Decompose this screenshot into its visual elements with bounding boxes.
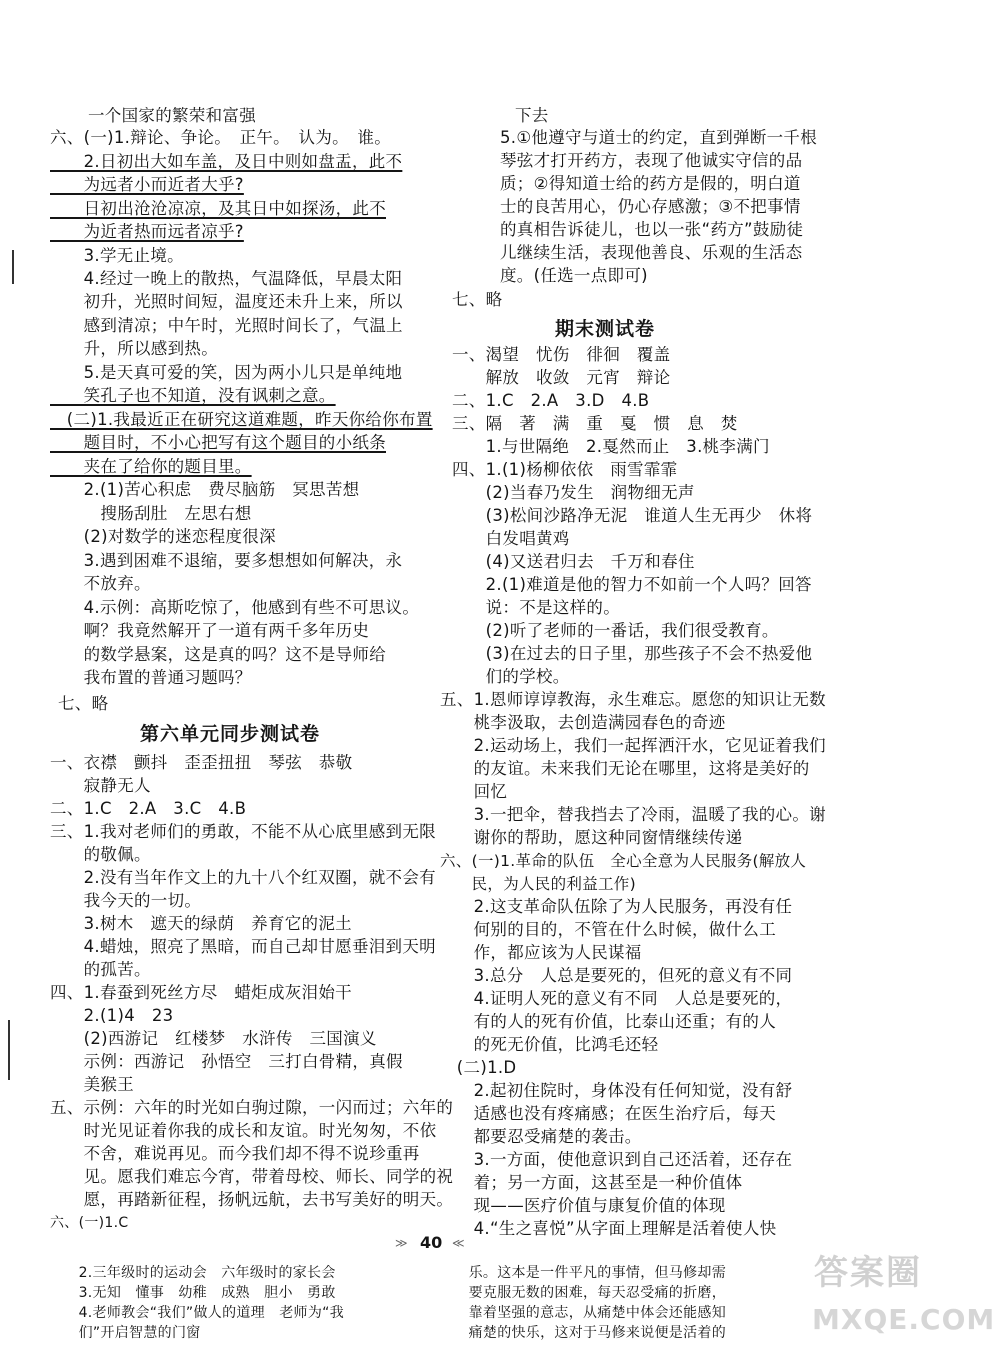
answer-line: 说：不是这样的。 <box>452 598 620 617</box>
answer-line: 着；另一方面，这甚至是一种价值体 <box>440 1173 743 1192</box>
answer-line: (2)当春乃发生 润物细无声 <box>452 483 695 502</box>
answer-line: 2.没有当年作文上的九十八个红双圈，就不会有 <box>50 868 436 887</box>
answer-line: 的数学悬案，这是真的吗？这不是导师给 <box>50 645 386 664</box>
answer-line: 4.蜡烛，照亮了黑暗，而自己却甘愿垂泪到天明 <box>50 937 436 956</box>
answer-line: 七、略 <box>452 290 503 309</box>
answer-line: 示例：西游记 孙悟空 三打白骨精，真假 <box>50 1052 403 1071</box>
answer-line: 一、衣襟 颤抖 歪歪扭扭 琴弦 恭敬 <box>50 753 353 772</box>
answer-line: 5.①他遵守与道士的约定，直到弹断一千根 <box>500 128 818 147</box>
watermark-logo <box>808 1237 996 1347</box>
answer-line: 六、(一)1.革命的队伍 全心全意为人民服务(解放人 <box>440 852 807 870</box>
answer-line: 感到清凉；中午时，光照时间长了，气温上 <box>50 316 403 335</box>
answer-line: 为远者小而近者大乎? <box>50 175 244 194</box>
answer-line: (二)1.D <box>440 1058 517 1077</box>
answer-line: 2.(1)4 23 <box>50 1006 174 1025</box>
answer-line: (2)西游记 红楼梦 水浒传 三国演义 <box>50 1029 377 1048</box>
answer-line: 2.运动场上，我们一起挥洒汗水，它见证着我们 <box>440 736 826 755</box>
answer-line: 三、隔 著 满 重 戛 惯 息 焚 <box>452 414 738 433</box>
answer-line: 六、(一)1.C <box>50 1215 129 1231</box>
answer-line: (3)松间沙路净无泥 谁道人生无再少 休将 <box>452 506 813 525</box>
answer-line: 笑孔子也不知道，没有讽刺之意。 <box>50 386 336 405</box>
answer-line: 2.(1)苦心积虑 费尽脑筋 冥思苦想 <box>50 480 360 499</box>
answer-line: 儿继续生活，表现他善良、乐观的生活态 <box>500 243 803 262</box>
answer-line: 我布置的普通习题吗？ <box>50 668 252 687</box>
answer-line: 的敬佩。 <box>50 845 151 864</box>
answer-line: 夹在了给你的题目里。 <box>50 457 252 476</box>
answer-line: 1.与世隔绝 2.戛然而止 3.桃李满门 <box>452 437 770 456</box>
answer-line: 2.三年级时的运动会 六年级时的家长会 <box>50 1265 336 1281</box>
answer-line: 靠着坚强的意志，从痛楚中体会还能感知 <box>440 1305 726 1321</box>
answer-line: 四、1.(1)杨柳依依 雨雪霏霏 <box>452 460 678 479</box>
answer-line: 的友谊。未来我们无论在哪里，这将是美好的 <box>440 759 810 778</box>
answer-line: 的死无价值，比鸿毛还轻 <box>440 1035 659 1054</box>
answer-line: 3.无知 懂事 幼稚 成熟 胆小 勇敢 <box>50 1285 336 1301</box>
answer-line: 3.遇到困难不退缩，要多想想如何解决，永 <box>50 551 403 570</box>
answer-line: 适感也没有疼痛感；在医生治疗后，每天 <box>440 1104 776 1123</box>
binding-mark <box>12 250 14 284</box>
section-title: 第六单元同步测试卷 <box>140 723 321 745</box>
answer-line: 3.一方面，使他意识到自己还活着，还存在 <box>440 1150 793 1169</box>
answer-line: (2)对数学的迷恋程度很深 <box>50 527 276 546</box>
answer-line: 二、1.C 2.A 3.C 4.B <box>50 799 247 818</box>
answer-line: 4.示例：高斯吃惊了，他感到有些不可思议。 <box>50 598 420 617</box>
answer-line: 乐。这本是一件平凡的事情，但马修却需 <box>440 1265 726 1281</box>
answer-line: 五、1.恩师谆谆教海，永生难忘。愿您的知识让无数 <box>440 690 826 709</box>
answer-line: 回忆 <box>440 782 508 801</box>
answer-line: 5.是天真可爱的笑，因为两小儿只是单纯地 <box>50 363 403 382</box>
watermark-url: MXQE.COM <box>812 1303 996 1336</box>
answer-line: 啊？我竟然解开了一道有两千多年历史 <box>50 621 370 640</box>
answer-line: 我今天的一切。 <box>50 891 202 910</box>
answer-line: 三、1.我对老师们的勇敢，不能不从心底里感到无限 <box>50 822 436 841</box>
answer-line: 不放弃。 <box>50 574 151 593</box>
answer-line: 一个国家的繁荣和富强 <box>88 106 256 125</box>
answer-line: 四、1.春蚕到死丝方尽 蜡炬成灰泪始干 <box>50 983 352 1002</box>
answer-line: 2.起初住院时，身体没有任何知觉，没有舒 <box>440 1081 793 1100</box>
answer-line: 3.一把伞，替我挡去了冷雨，温暖了我的心。谢 <box>440 805 826 824</box>
answer-line: 谢你的帮助，愿这种同窗情继续传递 <box>440 828 743 847</box>
answer-line: 都要忍受痛楚的袭击。 <box>440 1127 642 1146</box>
binding-mark <box>8 1020 10 1080</box>
answer-line: 一、渴望 忧伤 徘徊 覆盖 <box>452 345 671 364</box>
answer-line: 现——医疗价值与康复价值的体现 <box>440 1196 726 1215</box>
answer-line: 桃李汲取，去创造满园春色的奇迹 <box>440 713 726 732</box>
answer-line: (4)又送君归去 千万和春住 <box>452 552 695 571</box>
answer-line: 2.(1)难道是他的智力不如前一个人吗？回答 <box>452 575 812 594</box>
answer-line: 有的人的死有价值，比泰山还重；有的人 <box>440 1012 776 1031</box>
answer-line: 士的良苦用心，仍心存感激；③不把事情 <box>500 197 801 216</box>
answer-line: 3.学无止境。 <box>50 246 184 265</box>
answer-line: 度。(任选一点即可) <box>500 266 648 285</box>
answer-line: (3)在过去的日子里，那些孩子不会不热爱他 <box>452 644 813 663</box>
answer-line: 4.老师教会“我们”做人的道理 老师为“我 <box>50 1305 345 1321</box>
answer-line: 何别的目的，不管在什么时候，做什么工 <box>440 920 776 939</box>
answer-line: 升，所以感到热。 <box>50 339 218 358</box>
answer-line: 为近者热而远者凉乎? <box>50 222 244 241</box>
answer-line: 白发唱黄鸡 <box>452 529 570 548</box>
answer-line: 质；②得知道士给的药方是假的，明白道 <box>500 174 801 193</box>
answer-line: 见。愿我们难忘今宵，带着母校、师长、同学的祝 <box>50 1167 454 1186</box>
answer-line: 解放 收敛 元宵 辩论 <box>452 368 671 387</box>
page-number: 40 <box>420 1233 443 1252</box>
answer-line: 五、示例：六年的时光如白驹过隙，一闪而过；六年的 <box>50 1098 454 1117</box>
answer-line: 琴弦才打开药方，表现了他诚实守信的品 <box>500 151 803 170</box>
page-number-left-ornament: ≫ <box>395 1236 408 1250</box>
answer-line: 2.这支革命队伍除了为人民服务，再没有任 <box>440 897 793 916</box>
answer-line: 的孤苦。 <box>50 960 151 979</box>
answer-line: 不舍，难说再见。而今我们却不得不说珍重再 <box>50 1144 420 1163</box>
answer-line: 4.“生之喜悦”从字面上理解是活着使人快 <box>440 1219 777 1238</box>
answer-line: 们的学校。 <box>452 667 570 686</box>
answer-line: 的真相告诉徒儿，也以一张“药方”鼓励徒 <box>500 220 804 239</box>
answer-line: 寂静无人 <box>50 776 151 795</box>
answer-line: 痛楚的快乐，这对于马修来说便是活着的 <box>440 1325 726 1341</box>
answer-line: 时光见证着你我的成长和友谊。时光匆匆，不依 <box>50 1121 437 1140</box>
answer-line: 六、(一)1.辩论、争论。 正午。 认为。 谁。 <box>50 128 392 147</box>
answer-line: (2)听了老师的一番话，我们很受教育。 <box>452 621 779 640</box>
answer-line: 4.证明人死的意义有不同 人总是要死的， <box>440 989 793 1008</box>
answer-line: 题目时，不小心把写有这个题目的小纸条 <box>50 433 386 452</box>
answer-line: 愿，再踏新征程，扬帆远航，去书写美好的明天。 <box>50 1190 454 1209</box>
watermark-title: 答案圈 <box>814 1253 922 1293</box>
answer-line: 初升，光照时间短，温度还未升上来，所以 <box>50 292 403 311</box>
answer-line: 4.经过一晚上的散热，气温降低，早晨太阳 <box>50 269 403 288</box>
answer-line: 2.日初出大如车盖，及日中则如盘盂，此不 <box>50 152 403 171</box>
answer-line: 民，为人民的利益工作) <box>440 875 636 893</box>
page-number-right-ornament: ≪ <box>452 1236 465 1250</box>
answer-line: 日初出沧沧凉凉，及其日中如探汤，此不 <box>50 199 386 218</box>
answer-line: 美猴王 <box>50 1075 134 1094</box>
answer-line: 二、1.C 2.A 3.D 4.B <box>452 391 650 410</box>
answer-line: 们”开启智慧的门窗 <box>50 1325 201 1341</box>
answer-line: 要克服无数的困难，每天忍受痛的折磨， <box>440 1285 726 1301</box>
section-title: 期末测试卷 <box>555 318 656 340</box>
answer-line: 七、略 <box>58 694 109 713</box>
answer-line: 搜肠刮肚 左思右想 <box>50 504 252 523</box>
answer-line: (二)1.我最近正在研究这道难题，昨天你给你布置 <box>50 410 433 429</box>
answer-line: 下去 <box>515 106 549 125</box>
answer-line: 作，都应该为人民谋福 <box>440 943 642 962</box>
answer-line: 3.树木 遮天的绿荫 养育它的泥土 <box>50 914 352 933</box>
answer-line: 3.总分 人总是要死的，但死的意义有不同 <box>440 966 793 985</box>
